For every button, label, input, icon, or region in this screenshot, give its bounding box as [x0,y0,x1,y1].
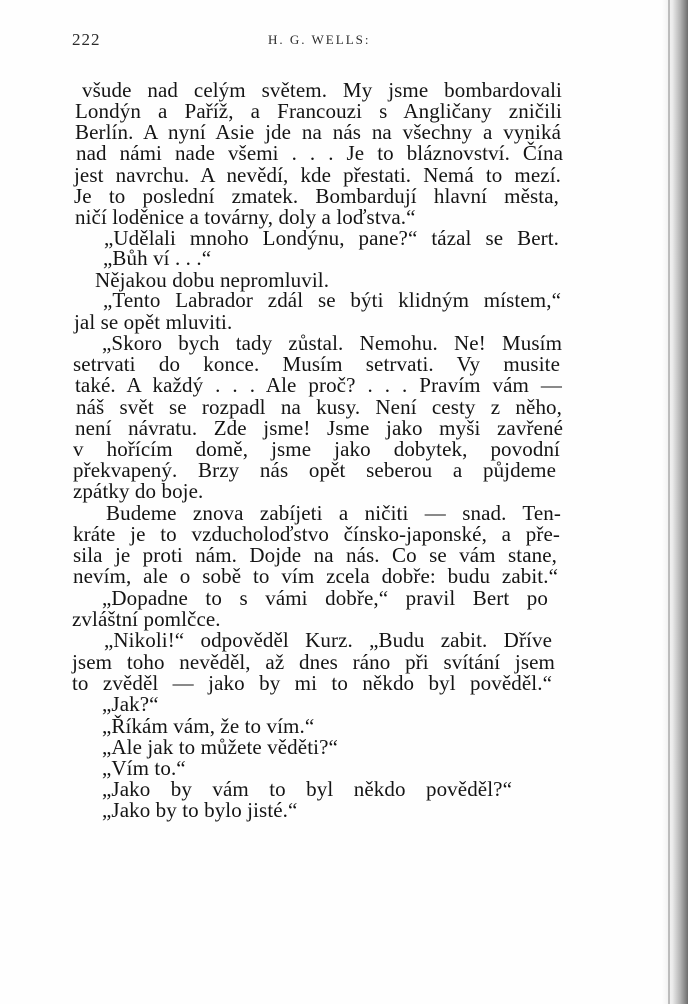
text-line: kráte je to vzducholoďstvo čínsko-japonské, a pře- [73,522,560,546]
text-line: to zvěděl — jako by mi to někdo byl pověděl.“ [72,671,552,695]
text-line: Berlín. A nyní Asie jde na nás na všechny a vyniká [75,120,561,144]
text-line: jsem toho nevěděl, až dnes ráno při svítání jsem [72,650,555,674]
text-line: „Ale jak to můžete věděti?“ [102,735,338,759]
text-line: „Dopadne to s vámi dobře,“ pravil Bert po [102,586,548,610]
running-head: H. G. WELLS: [268,32,371,47]
text-line: jal se opět mluviti. [74,310,233,334]
text-line: „Skoro bych tady zůstal. Nemohu. Ne! Musím [102,331,562,355]
text-line: „Nikoli!“ odpověděl Kurz. „Budu zabit. Dříve [104,628,552,652]
text-line: „Udělali mnoho Londýnu, pane?“ tázal se Bert. [104,226,559,250]
text-line: „Říkám vám, že to vím.“ [102,714,315,738]
text-line: překvapený. Brzy nás opět seberou a půjdeme [73,458,556,482]
text-line: Budeme znova zabíjeti a ničiti — snad. Ten- [106,501,561,525]
text-line: „Tento Labrador zdál se býti klidným místem,“ [103,288,561,312]
text-line: Je to poslední zmatek. Bombardují hlavní města, [74,184,559,208]
text-line: „Vím to.“ [102,756,186,780]
text-line: ničí loděnice a továrny, doly a loďstva.“ [75,205,416,229]
text-line: všude nad celým světem. My jsme bombardovali [82,78,562,102]
text-line: nevím, ale o sobě to vím zcela dobře: budu zabit.“ [73,564,558,588]
text-line: setrvati do konce. Musím setrvati. Vy musite [73,352,560,376]
text-line: nad námi nade všemi . . . Je to bláznovství. Čína [76,141,563,165]
text-line: „Jako by vám to byl někdo pověděl?“ [102,777,512,801]
text-line: „Jako by to bylo jisté.“ [102,798,298,822]
text-line: v hořícím domě, jsme jako dobytek, povodní [73,437,560,461]
page-number: 222 [72,30,101,49]
text-line: zpátky do boje. [73,479,204,503]
text-line: „Bůh ví . . .“ [103,246,212,270]
text-line: náš svět se rozpadl na kusy. Není cesty z něho, [76,395,562,419]
text-line: „Jak?“ [102,692,159,716]
text-line: jest navrchu. A nevědí, kde přestati. Nemá to mezí. [74,163,561,187]
text-line: zvláštní pomlčce. [72,607,221,631]
text-line: také. A každý . . . Ale proč? . . . Pravím vám — [75,373,562,397]
text-line: není návratu. Zde jsme! Jsme jako myši zavřené [75,416,563,440]
page-header [72,30,572,54]
text-line: Nějakou dobu nepromluvil. [95,268,330,292]
page-edge-shadow [662,0,688,1004]
text-line: sila je proti nám. Dojde na nás. Co se vám stane, [73,543,557,567]
text-line: Londýn a Paříž, a Francouzi s Angličany zničili [75,99,562,123]
page-edge-line [668,0,670,1004]
